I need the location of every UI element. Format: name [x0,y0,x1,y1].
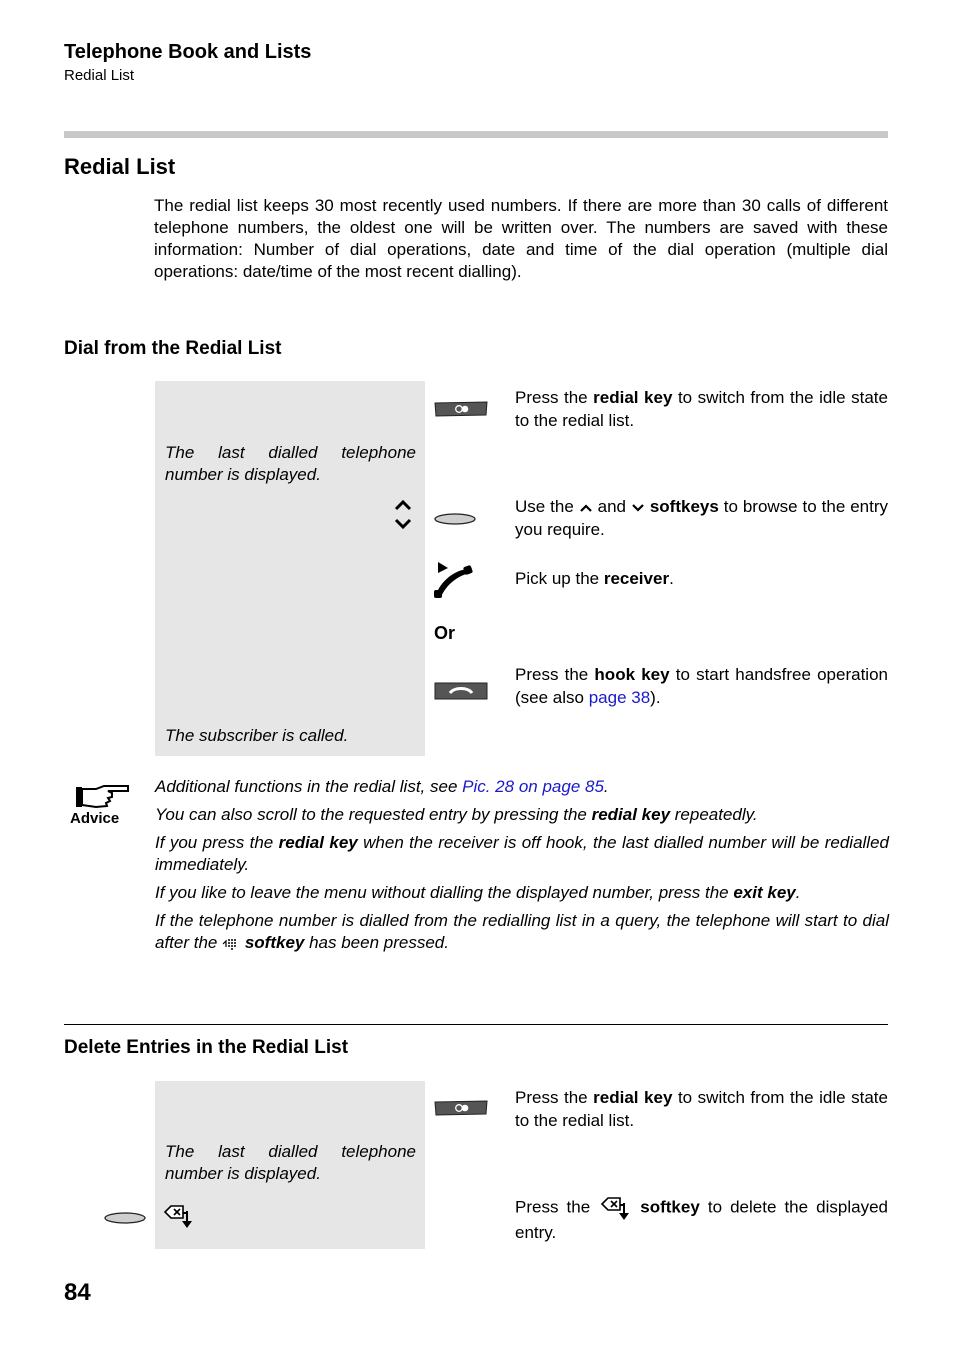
display-text-called: The subscriber is called. [165,726,349,745]
dial-step-4: Press the hook key to start handsfree operation (see also page 38). [515,665,888,707]
advice-label: Advice [70,810,120,827]
advice-hand-icon [74,783,130,811]
advice-text [155,776,889,960]
dial-icon [222,937,240,951]
redial-key-icon[interactable] [434,401,488,417]
advice-line-3: If you press the redial key when the receiver is off hook, the last dialled number will be redialled immediately. [155,833,889,874]
receiver-icon[interactable] [432,560,474,600]
delete-display-text: The last dialled telephone number is displayed. [165,1142,416,1183]
or-label: Or [434,623,456,643]
intro-paragraph: The redial list keeps 30 most recently used numbers. If there are more than 30 calls of different telephone numbers, the oldest one will be written over. The numbers are saved with these information: Number of dial operations, date and time of the dial operation (multiple dial operations: date/time of the most recent dialling). [154,196,888,281]
dial-step-2: Use the and softkeys to browse to the entry you require. [515,497,888,539]
delete-icon [163,1203,193,1229]
dial-section-title: Dial from the Redial List [64,338,282,359]
delete-step-1: Press the redial key to switch from the idle state to the redial list. [515,1088,888,1130]
page-number: 84 [64,1279,91,1306]
section-divider [64,1024,888,1025]
page-38-link[interactable]: page 38 [588,688,651,707]
up-arrow-icon [579,502,593,514]
advice-line-4: If you like to leave the menu without dialling the displayed number, press the exit key. [155,883,801,902]
advice-line-2: You can also scroll to the requested entry by pressing the redial key repeatedly. [155,805,758,824]
delete-display-panel [155,1081,425,1249]
display-panel [155,381,425,756]
down-arrow-icon [393,517,413,531]
dial-step-1: Press the redial key to switch from the idle state to the redial list. [515,388,888,430]
softkey-icon[interactable] [104,1211,146,1225]
advice-line-1: Additional functions in the redial list, see Pic. 28 on page 85. [155,777,609,796]
softkey-icon[interactable] [434,512,476,526]
section-title: Redial List [64,154,176,179]
delete-section-title: Delete Entries in the Redial List [64,1037,349,1058]
down-arrow-icon [631,502,645,514]
header-title: Telephone Book and Lists [64,41,312,63]
display-text-last-dialled: The last dialled telephone number is displayed. [165,443,416,484]
dial-step-3: Pick up the receiver. [515,569,674,588]
header-subtitle: Redial List [64,67,135,84]
header-divider [64,131,888,138]
hook-key-icon[interactable] [434,682,488,700]
advice-line-5: If the telephone number is dialled from the redialling list in a query, the telephone will start to dial after the softkey has been pressed. [155,911,889,952]
up-arrow-icon [393,498,413,512]
delete-step-2: Press the softkey to delete the displayed entry. [515,1195,888,1244]
pic-28-link[interactable]: Pic. 28 on page 85 [462,777,604,796]
delete-icon [598,1195,632,1221]
redial-key-icon[interactable] [434,1100,488,1116]
